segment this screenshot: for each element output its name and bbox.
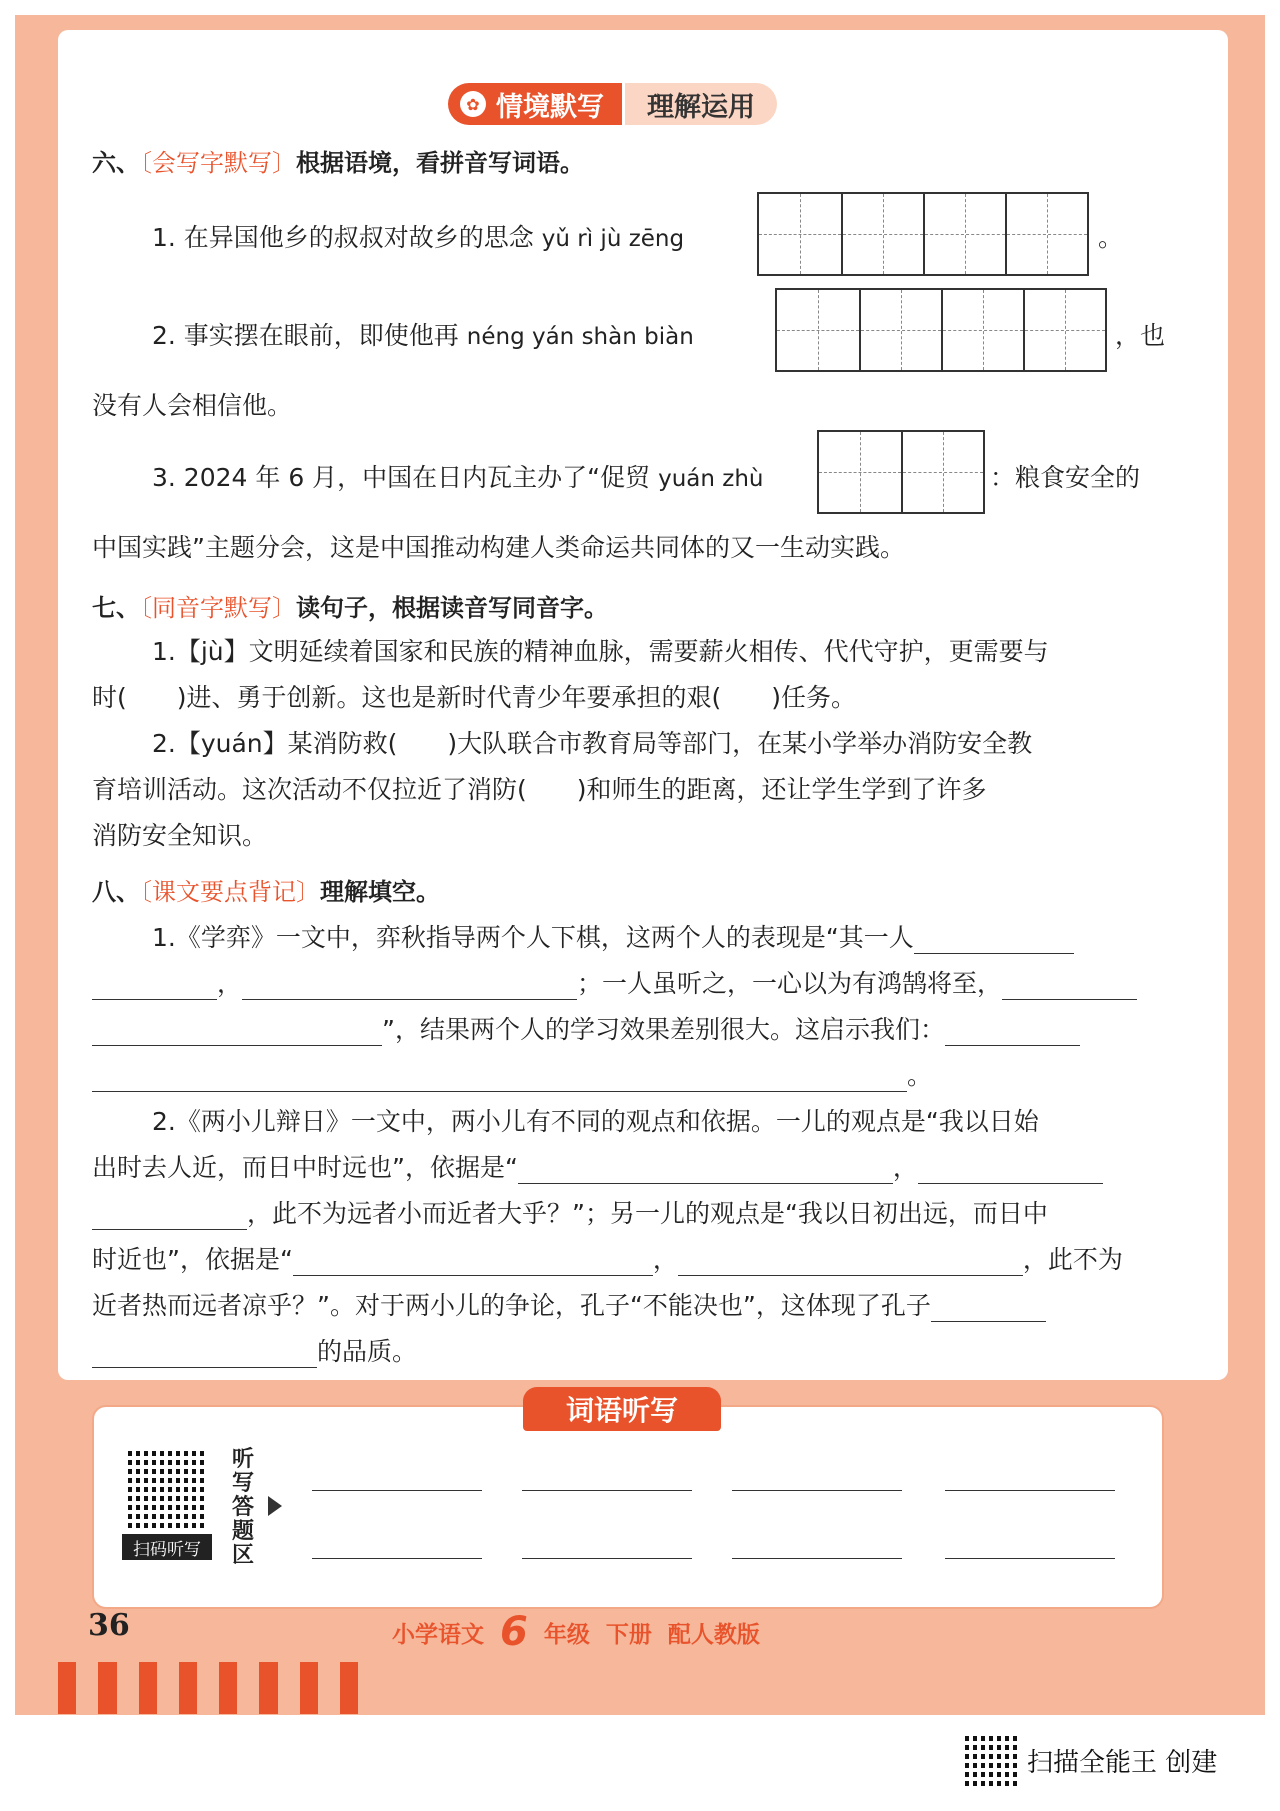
- footer-subject: 小学语文: [392, 1621, 484, 1648]
- s8-q2-l3-text: ，此不为远者小而近者大乎？”；另一儿的观点是“我以日初出远，而日中: [247, 1199, 1048, 1228]
- s8-q2-line1: 2.《两小儿辩日》一文中，两小儿有不同的观点和依据。一儿的观点是“我以日始: [152, 1107, 1039, 1136]
- answer-blank[interactable]: [92, 1205, 247, 1230]
- section7-instruction: 读句子，根据读音写同音字。: [296, 594, 608, 622]
- watermark-qr-icon: [965, 1734, 1017, 1786]
- answer-blank[interactable]: [518, 1159, 893, 1184]
- dictation-line[interactable]: [522, 1558, 692, 1559]
- section6-instruction: 根据语境，看拼音写词语。: [296, 149, 584, 177]
- answer-blank[interactable]: [92, 1343, 317, 1368]
- section6-title: [92, 143, 584, 178]
- decorative-stripes: [58, 1662, 358, 1714]
- s8-q2-line2: [92, 1148, 1103, 1184]
- s6-q2: [152, 316, 694, 352]
- s6-q3-end: ：粮食安全的: [990, 463, 1141, 492]
- dictation-line[interactable]: [945, 1490, 1115, 1491]
- answer-blank[interactable]: [914, 929, 1074, 954]
- s8-q1-l3-text: ”，结果两个人的学习效果差别很大。这启示我们：: [382, 1015, 945, 1044]
- s6-q3-continuation: 中国实践”主题分会，这是中国推动构建人类命运共同体的又一生动实践。: [92, 533, 905, 562]
- answer-blank[interactable]: [1002, 975, 1137, 1000]
- section7-title: [92, 588, 608, 623]
- s6-q2-text: 2. 事实摆在眼前，即使他再: [152, 321, 459, 350]
- s6-q2-pinyin: néng yán shàn biàn: [466, 324, 694, 350]
- section7-tag: 〔同音字默写〕: [140, 594, 296, 622]
- dictation-line[interactable]: [945, 1558, 1115, 1559]
- dictation-line[interactable]: [732, 1490, 902, 1491]
- footer-volume: 下册: [605, 1621, 652, 1648]
- dictation-line[interactable]: [312, 1558, 482, 1559]
- badge-icon: ✿: [460, 91, 486, 117]
- footer-edition: 配人教版: [667, 1621, 760, 1648]
- s8-q2-l6-text: 的品质。: [317, 1337, 418, 1366]
- header-right-label: 理解运用: [622, 83, 777, 125]
- section8-instruction: 理解填空。: [320, 878, 440, 906]
- s6-q1-text: 1. 在异国他乡的叔叔对故乡的思念: [152, 223, 534, 252]
- watermark-text: 扫描全能王 创建: [1027, 1747, 1218, 1778]
- section8-number: 八、: [92, 878, 140, 906]
- s6-q3-pinyin: yuán zhù: [658, 466, 764, 492]
- s8-q2-line6: [92, 1332, 417, 1368]
- s6-q1-pinyin: yǔ rì jù zēng: [541, 226, 685, 252]
- s8-q2-l4-text: 时近也”，依据是“: [92, 1245, 293, 1274]
- dictation-line[interactable]: [312, 1490, 482, 1491]
- section7-number: 七、: [92, 594, 140, 622]
- s6-q3: [152, 458, 763, 494]
- s8-q2-l4-comma: ，: [652, 1245, 678, 1274]
- answer-blank[interactable]: [92, 1021, 382, 1046]
- answer-blank[interactable]: [293, 1251, 653, 1276]
- answer-blank[interactable]: [945, 1021, 1080, 1046]
- s8-q1-line4: [92, 1056, 932, 1092]
- header-badge: [448, 83, 622, 125]
- scanner-watermark: [965, 1734, 1217, 1786]
- s7-q1-line2: 时( )进、勇于创新。这也是新时代青少年要承担的艰( )任务。: [92, 683, 857, 712]
- s8-q1-l2-text: ；一人虽听之，一心以为有鸿鹄将至，: [577, 969, 1003, 998]
- s7-q1-line1: 1.【jù】文明延续着国家和民族的精神血脉，需要薪火相传、代代守护，更需要与: [152, 637, 1049, 666]
- s6-q1-answer-grid[interactable]: [757, 192, 1089, 276]
- answer-blank[interactable]: [678, 1251, 1023, 1276]
- s8-q1-line1: [152, 918, 1074, 954]
- book-footer: [392, 1610, 760, 1654]
- s6-q2-end: ，也: [1115, 321, 1166, 350]
- s7-q2-line2: 育培训活动。这次活动不仅拉近了消防( )和师生的距离，还让学生学到了许多: [92, 775, 987, 804]
- answer-blank[interactable]: [92, 975, 217, 1000]
- arrow-right-icon: [268, 1496, 282, 1516]
- s6-q3-answer-grid[interactable]: [817, 430, 985, 514]
- s6-q3-text: 3. 2024 年 6 月，中国在日内瓦主办了“促贸: [152, 463, 651, 492]
- s6-q2-continuation: 没有人会相信他。: [92, 391, 293, 420]
- section6-tag: 〔会写字默写〕: [140, 149, 296, 177]
- section-header: [448, 83, 777, 125]
- page-number: 36: [88, 1608, 130, 1643]
- s8-q1-l2-comma: ，: [217, 969, 243, 998]
- answer-blank[interactable]: [918, 1159, 1103, 1184]
- qr-code-icon[interactable]: [128, 1450, 206, 1528]
- dictation-title: 词语听写: [523, 1387, 721, 1431]
- s6-q2-answer-grid[interactable]: [775, 288, 1107, 372]
- s8-q1-l1-text: 1.《学弈》一文中，弈秋指导两个人下棋，这两个人的表现是“其一人: [152, 923, 914, 952]
- s8-q1-line3: [92, 1010, 1080, 1046]
- s8-q2-l5-text: 近者热而远者凉乎？”。对于两小儿的争论，孔子“不能决也”，这体现了孔子: [92, 1291, 931, 1320]
- s7-q2-line1: 2.【yuán】某消防救( )大队联合市教育局等部门，在某小学举办消防安全教: [152, 729, 1033, 758]
- s8-q2-line4: [92, 1240, 1123, 1276]
- s8-q2-l4-end: ，此不为: [1022, 1245, 1123, 1274]
- footer-grade: 年级: [543, 1621, 590, 1648]
- s8-q2-l2-text: 出时去人近，而日中时远也”，依据是“: [92, 1153, 518, 1182]
- footer-grade-number: 6: [500, 1609, 528, 1655]
- s8-q2-line3: [92, 1194, 1048, 1230]
- section6-number: 六、: [92, 149, 140, 177]
- qr-label: 扫码听写: [122, 1534, 212, 1560]
- s6-q1-end: 。: [1098, 223, 1124, 252]
- section8-tag: 〔课文要点背记〕: [140, 878, 320, 906]
- answer-blank[interactable]: [92, 1067, 907, 1092]
- answer-blank[interactable]: [931, 1297, 1046, 1322]
- dictation-line[interactable]: [732, 1558, 902, 1559]
- dictation-line[interactable]: [522, 1490, 692, 1491]
- section8-title: [92, 872, 440, 907]
- s6-q1: [152, 218, 684, 254]
- s8-q2-line5: [92, 1286, 1046, 1322]
- header-badge-label: 情境默写: [496, 91, 604, 123]
- s8-q1-l4-end: 。: [907, 1061, 933, 1090]
- s8-q1-line2: [92, 964, 1137, 1000]
- s7-q2-line3: 消防安全知识。: [92, 821, 268, 850]
- s8-q2-l2-comma: ，: [892, 1153, 918, 1182]
- dictation-side-label: 听写答题区: [232, 1447, 255, 1568]
- answer-blank[interactable]: [242, 975, 577, 1000]
